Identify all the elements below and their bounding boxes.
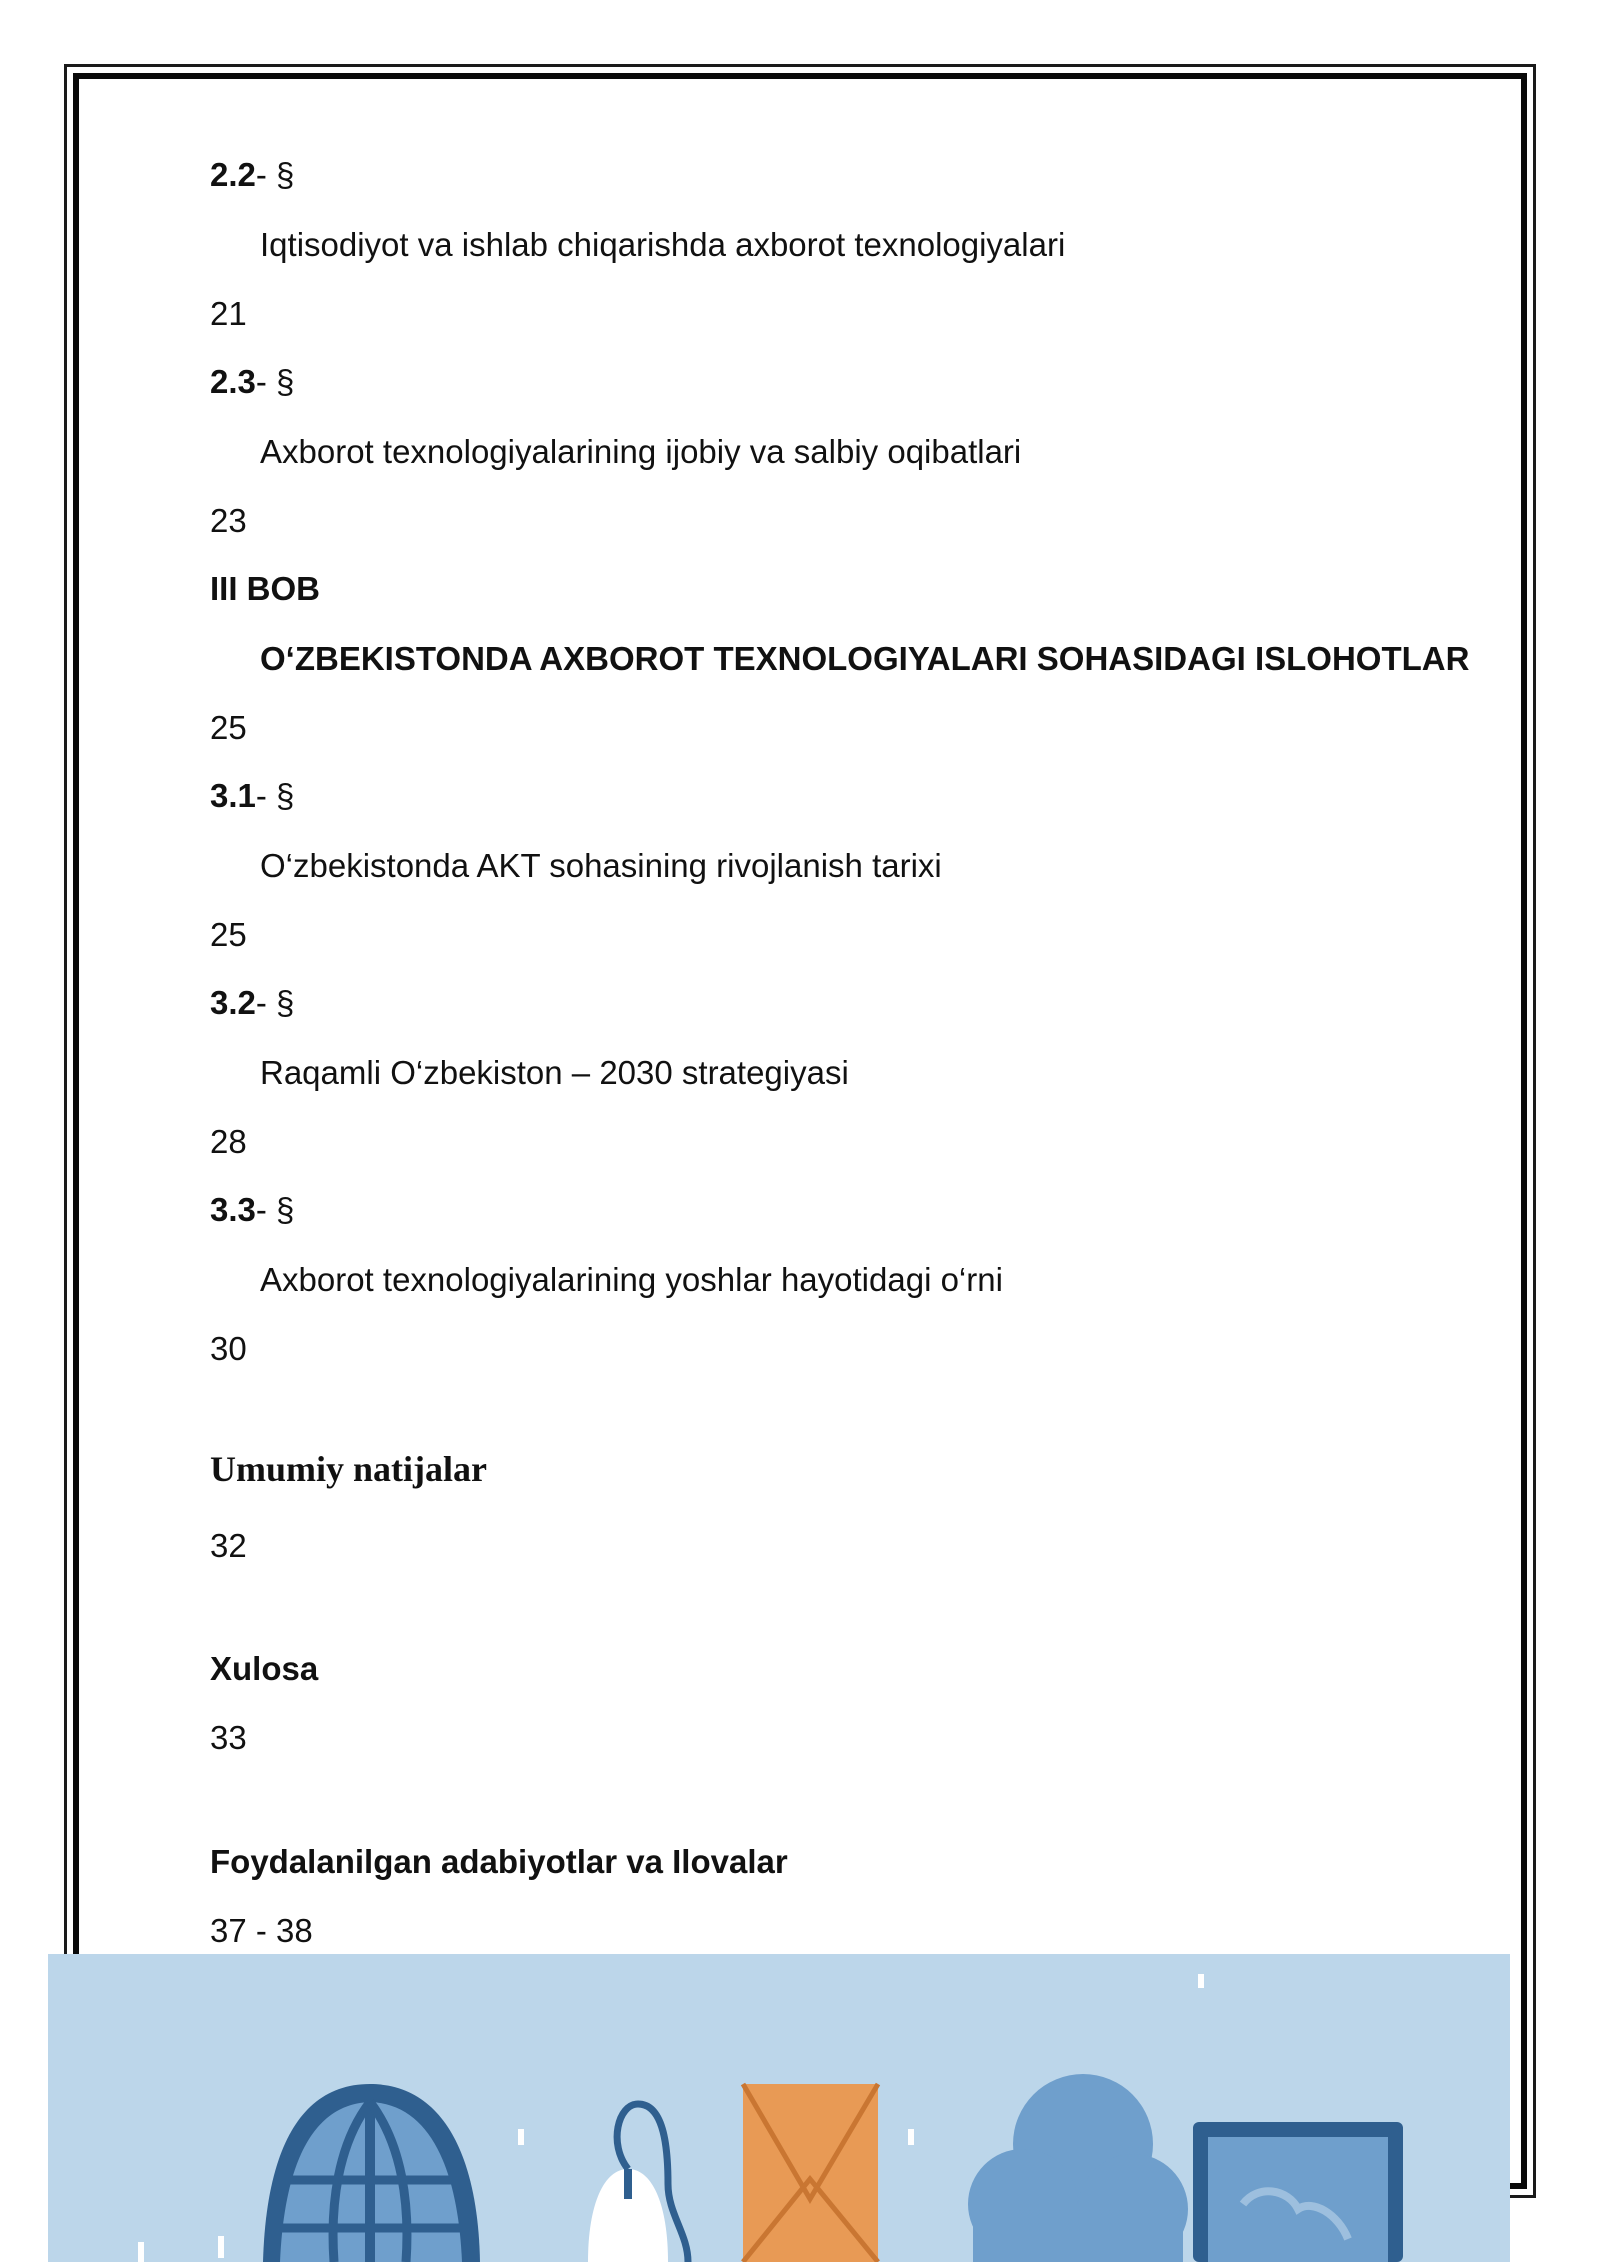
toc-page-number: 30 bbox=[210, 1330, 247, 1367]
toc-page-number: 37 - 38 bbox=[210, 1912, 313, 1949]
toc-page-number: 28 bbox=[210, 1123, 247, 1160]
toc-page-number: 21 bbox=[210, 295, 247, 332]
toc-page-number: 25 bbox=[210, 916, 247, 953]
toc-section-title: Raqamli O‘zbekiston – 2030 strategiyasi bbox=[260, 1054, 849, 1091]
toc-page-number: 32 bbox=[210, 1527, 247, 1564]
toc-section-title: O‘zbekistonda AKT sohasining rivojlanish tarixi bbox=[260, 847, 942, 884]
mouse-icon bbox=[588, 2104, 688, 2262]
toc-conclusion-title: Xulosa bbox=[210, 1650, 319, 1687]
toc-page-number: 25 bbox=[210, 709, 247, 746]
section-number: 3.2 bbox=[210, 984, 256, 1021]
globe-icon bbox=[263, 2084, 480, 2262]
section-number: 2.3 bbox=[210, 363, 256, 400]
toc-section-title: Iqtisodiyot va ishlab chiqarishda axborot texnologiyalari bbox=[260, 226, 1066, 263]
toc-references-title: Foydalanilgan adabiyotlar va Ilovalar bbox=[210, 1843, 788, 1880]
toc-results-title: Umumiy natijalar bbox=[210, 1449, 487, 1489]
toc-chapter-title: O‘ZBEKISTONDA AXBOROT TEXNOLOGIYALARI SOHASIDAGI ISLOHOTLAR bbox=[260, 640, 1470, 677]
section-symbol: - § bbox=[255, 984, 295, 1021]
section-symbol: - § bbox=[255, 1191, 295, 1228]
laptop-icon bbox=[1193, 2122, 1403, 2262]
toc-page-number: 33 bbox=[210, 1719, 247, 1756]
section-symbol: - § bbox=[255, 777, 295, 814]
envelope-icon bbox=[743, 2084, 878, 2262]
toc-section-number bbox=[210, 776, 294, 816]
section-symbol: - § bbox=[255, 363, 295, 400]
section-number: 3.3 bbox=[210, 1191, 256, 1228]
section-symbol: - § bbox=[255, 156, 295, 193]
it-banner-illustration bbox=[48, 1954, 1510, 2262]
toc-page-number: 23 bbox=[210, 502, 247, 539]
toc-section-number bbox=[210, 362, 294, 402]
section-number: 2.2 bbox=[210, 156, 256, 193]
banner-graphic bbox=[48, 1954, 1510, 2262]
toc-section-number bbox=[210, 1190, 294, 1230]
toc-section-title: Axborot texnologiyalarining ijobiy va salbiy oqibatlari bbox=[260, 433, 1022, 470]
toc-section-number bbox=[210, 983, 294, 1023]
cloud-icon bbox=[968, 2074, 1188, 2262]
toc-chapter-label: III BOB bbox=[210, 570, 321, 607]
toc-section-title: Axborot texnologiyalarining yoshlar hayotidagi o‘rni bbox=[260, 1261, 1003, 1298]
section-number: 3.1 bbox=[210, 777, 256, 814]
toc-section-number bbox=[210, 155, 294, 195]
